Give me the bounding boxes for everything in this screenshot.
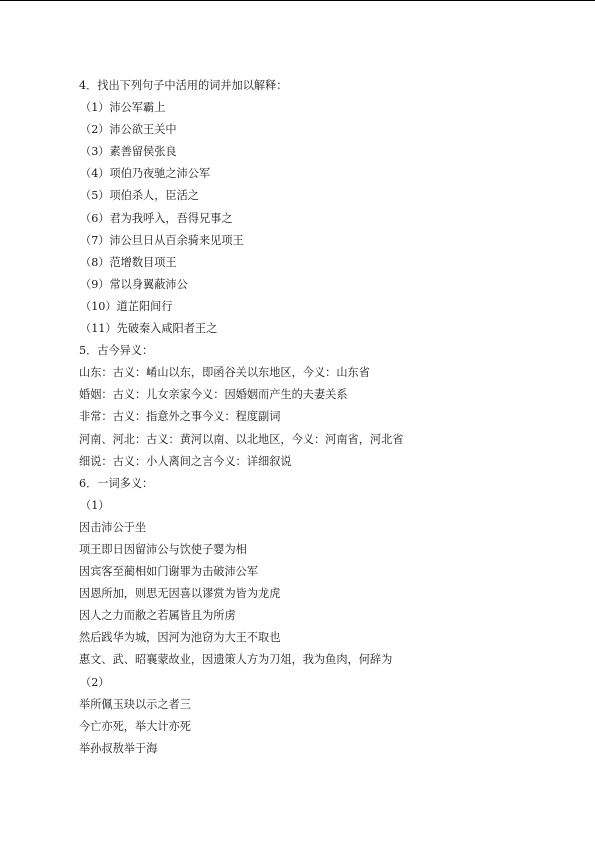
text-line: 山东：古义：崤山以东，即函谷关以东地区，今义：山东省: [79, 366, 370, 380]
list-item: （1）沛公军霸上: [80, 101, 166, 115]
list-item: （3）素善留侯张良: [80, 145, 177, 159]
list-item: （11）先破秦入咸阳者王之: [80, 322, 218, 336]
list-item: （8）范增数目项王: [80, 255, 177, 269]
text-line: 细说：古义：小人离间之言今义：详细叙说: [79, 454, 292, 468]
text-line: 惠文、武、昭襄蒙故业，因遗策人方为刀俎，我为鱼肉，何辞为: [79, 653, 393, 667]
text-line: 因宾客至蔺相如门谢罪为击破沛公军: [79, 565, 259, 579]
list-item: （9）常以身翼蔽沛公: [80, 277, 188, 291]
list-item: （5）项伯杀人，臣活之: [80, 189, 199, 203]
list-item: （6）君为我呼入，吾得兄事之: [80, 211, 233, 225]
section-heading-6: 6．一词多义：: [79, 476, 154, 490]
text-line: 因人之力而敝之若属皆且为所虏: [79, 609, 236, 623]
document-body: [79, 75, 559, 760]
text-line: 今亡亦死，举大计亦死: [79, 719, 191, 733]
text-line: 举所佩玉玦以示之者三: [79, 697, 191, 711]
text-line: 因恩所加，则思无因喜以谬赏为皆为龙虎: [79, 587, 281, 601]
text-line: 非常：古义：指意外之事今义：程度副词: [79, 410, 281, 424]
sub-heading: （2）: [80, 675, 110, 689]
text-line: 然后践华为城，因河为池窃为大王不取也: [79, 631, 281, 645]
text-line: 河南、河北：古义：黄河以南、以北地区，今义：河南省，河北省: [79, 432, 404, 446]
section-heading-4: 4．找出下列句子中活用的词并加以解释：: [79, 79, 288, 92]
text-line: 项王即日因留沛公与饮使子婴为相: [79, 542, 247, 556]
text-line: 举孙叔敖举于海: [79, 741, 158, 755]
text-line: 因击沛公于坐: [79, 520, 147, 534]
sub-heading: （1）: [80, 498, 110, 512]
list-item: （2）沛公欲王关中: [80, 123, 177, 137]
list-item: （10）道芷阳间行: [80, 299, 173, 313]
list-item: （4）项伯乃夜驰之沛公军: [80, 167, 211, 181]
section-heading-5: 5．古今异义：: [79, 344, 154, 358]
text-line: 婚姻：古义：儿女亲家今义：因婚姻而产生的夫妻关系: [79, 388, 348, 402]
page-top-border: [0, 0, 595, 1]
list-item: （7）沛公旦日从百余骑来见项王: [80, 233, 244, 247]
